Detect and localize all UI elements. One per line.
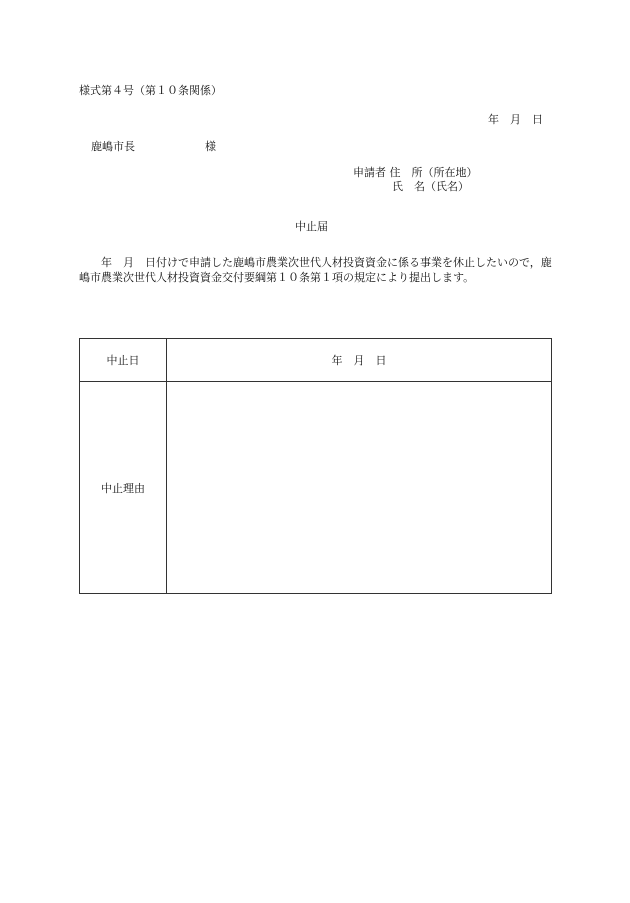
stop-date-label: 中止日: [80, 339, 167, 382]
applicant-address-label: 申請者 住 所（所在地）: [353, 166, 478, 179]
table-row-stop-date: [80, 339, 552, 382]
submission-date: 年 月 日: [488, 113, 543, 126]
addressee-name: 鹿嶋市長: [91, 140, 135, 153]
stop-reason-label: 中止理由: [80, 382, 167, 594]
applicant-name-label: 氏 名（氏名）: [392, 180, 469, 193]
document-title: 中止届: [295, 220, 328, 233]
stop-reason-value[interactable]: [167, 382, 552, 594]
info-table: [79, 338, 552, 594]
addressee-honorific: 様: [205, 140, 216, 153]
addressee: [91, 138, 216, 154]
form-number: 様式第４号（第１０条関係）: [79, 84, 222, 97]
stop-date-value[interactable]: 年 月 日: [167, 339, 552, 382]
table-row-stop-reason: [80, 382, 552, 594]
body-paragraph: 年 月 日付けで申請した鹿嶋市農業次世代人材投資資金に係る事業を休止したいので，鹿嶋市農業次世代人材投資資金交付要綱第１０条第１項の規定により提出します。: [79, 256, 552, 284]
